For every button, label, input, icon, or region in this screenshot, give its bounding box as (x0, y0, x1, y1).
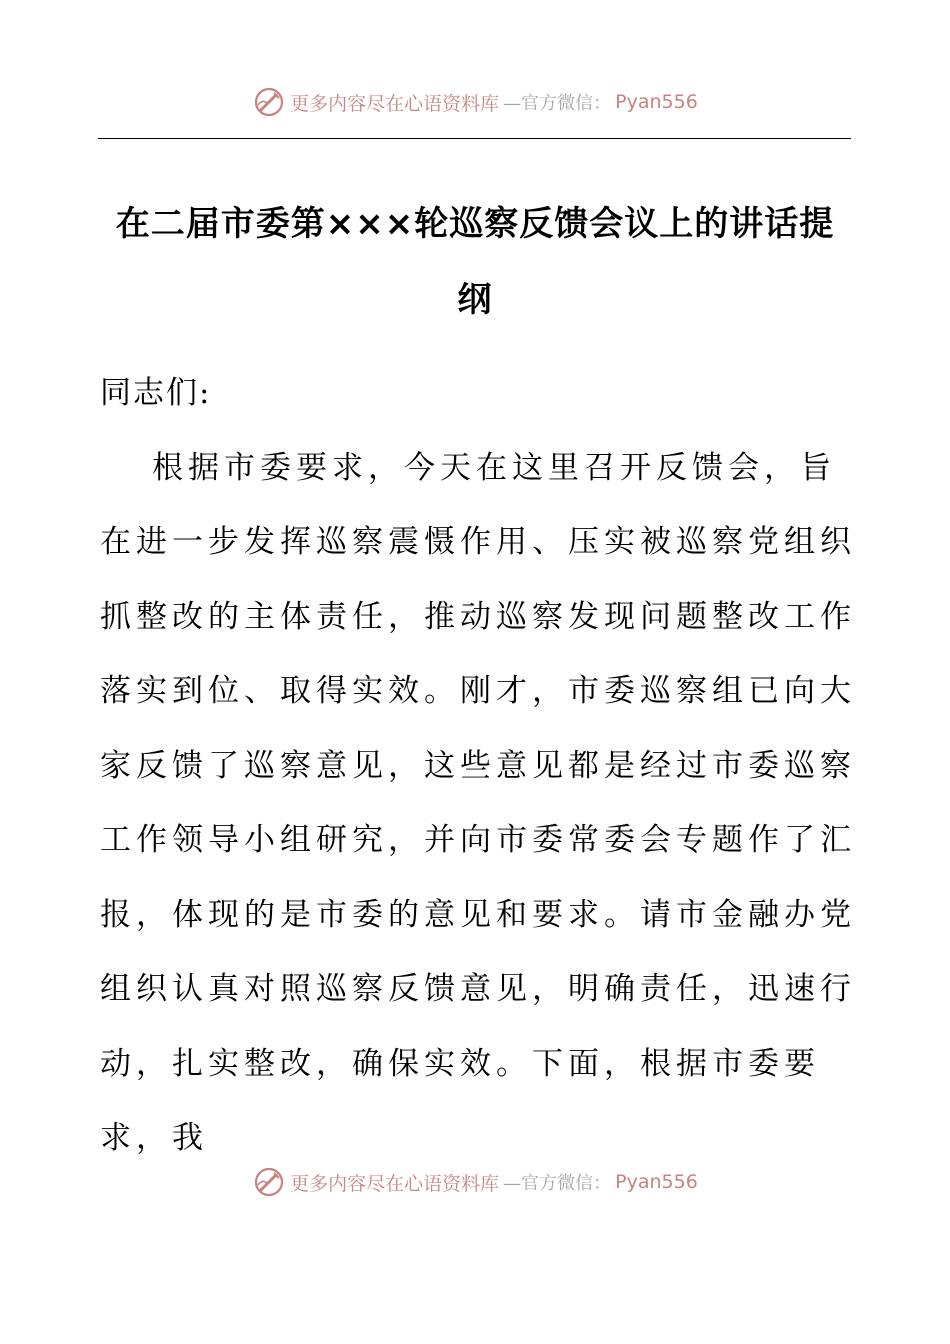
salutation: 同志们: (100, 375, 212, 411)
footer-banner-content (252, 1165, 698, 1199)
header-divider (98, 138, 851, 139)
header-banner-wechat-id: Pyan556 (615, 91, 698, 113)
header-banner-main-text: 更多内容尽在心语资料库 (290, 92, 500, 115)
footer-banner-wechat-id: Pyan556 (615, 1171, 698, 1193)
document-body (100, 356, 860, 1176)
pen-logo-icon (252, 85, 286, 119)
body-paragraph: 根据市委要求，今天在这里召开反馈会，旨在进一步发挥巡察震慑作用、压实被巡察党组织抓整改的主体责任，推动巡察发现问题整改工作落实到位、取得实效。刚才，市委巡察组已向大家反馈了巡察意见，这些意见都是经过市委巡察工作领导小组研究，并向市委常委会专题作了汇报，体现的是市委的意见和要求。请市金融办党组织认真对照巡察反馈意见，明确责任，迅速行动，扎实整改，确保实效。下面，根据市委要求，我 (100, 449, 856, 1156)
header-banner (0, 82, 950, 122)
footer-banner-sub-text: —官方微信： (503, 1173, 612, 1194)
header-banner-sub-text: —官方微信： (503, 93, 612, 114)
footer-banner (0, 1162, 950, 1202)
document-title: 在二届市委第×××轮巡察反馈会议上的讲话提纲 (115, 204, 835, 320)
pen-logo-icon (252, 1165, 286, 1199)
footer-banner-main-text: 更多内容尽在心语资料库 (290, 1172, 500, 1195)
header-banner-content (252, 85, 698, 119)
